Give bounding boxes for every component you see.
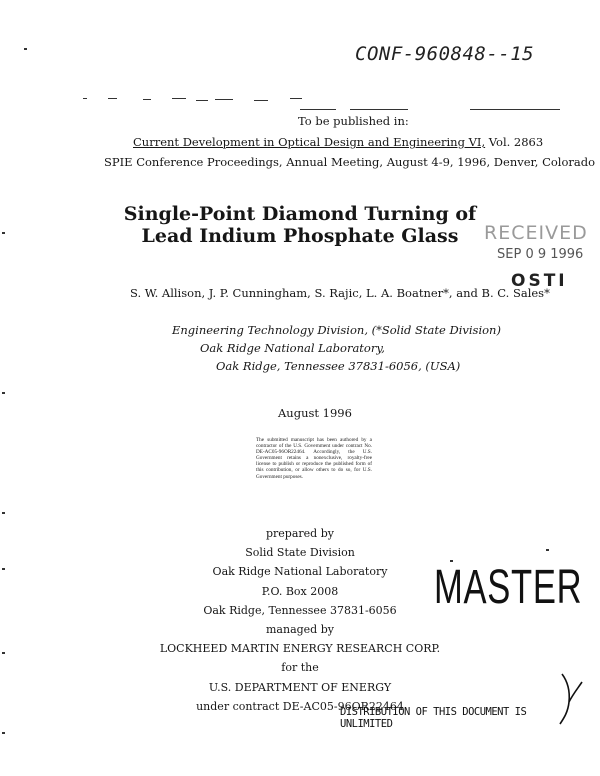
- affiliation-line-1: Engineering Technology Division, (*Solid State Division): [172, 323, 501, 337]
- to-be-published-label: To be published in:: [298, 114, 409, 128]
- prepared-by-label: prepared by: [266, 527, 334, 540]
- paper-title-line-1: Single-Point Diamond Turning of: [123, 203, 477, 225]
- corporation-name: LOCKHEED MARTIN ENERGY RESEARCH CORP.: [159, 642, 441, 656]
- publication-volume: Vol. 2863: [488, 135, 544, 149]
- affiliation-line-2: Oak Ridge National Laboratory,: [200, 341, 385, 355]
- affiliation-line-3: Oak Ridge, Tennessee 37831-6056, (USA): [216, 359, 461, 373]
- received-stamp: RECEIVED: [484, 222, 588, 244]
- publication-line: [133, 135, 543, 149]
- publication-title: Current Development in Optical Design and Engineering VI,: [133, 135, 486, 149]
- contract-line: under contract DE-AC05-96OR22464: [196, 699, 404, 713]
- handwritten-document-number: CONF-960848--15: [355, 43, 535, 65]
- department-name: U.S. DEPARTMENT OF ENERGY: [208, 680, 392, 694]
- paper-title-line-2: Lead Indium Phosphate Glass: [141, 225, 459, 247]
- affiliation-block: [172, 321, 501, 375]
- master-stamp: MASTER: [434, 561, 583, 614]
- distribution-statement: DISTRIBUTION OF THIS DOCUMENT IS UNLIMITED: [340, 706, 527, 730]
- osti-stamp: OSTI: [511, 271, 568, 291]
- prepared-line-3: P.O. Box 2008: [261, 584, 339, 598]
- prepared-line-2: Oak Ridge National Laboratory: [212, 565, 388, 579]
- received-date-stamp: SEP 0 9 1996: [497, 247, 584, 262]
- proceedings-line: SPIE Conference Proceedings, Annual Meeting, August 4-9, 1996, Denver, Colorado: [104, 155, 596, 169]
- for-the-label: for the: [281, 661, 319, 675]
- copyright-notice: The submitted manuscript has been authored by a contractor of the U.S. Government under contract No. DE-AC05-96OR22464. Accordingly, the U.S. Government retains a nonexclusive, royalty-free license to publish or reproduce the published form of this contribution, or allow others to do so, for U.S. Government purposes.: [256, 437, 372, 480]
- managed-by-label: managed by: [266, 623, 334, 637]
- publication-date: August 1996: [278, 406, 352, 420]
- prepared-line-4: Oak Ridge, Tennessee 37831-6056: [203, 603, 397, 617]
- authors-line: S. W. Allison, J. P. Cunningham, S. Rajic, L. A. Boatner*, and B. C. Sales*: [130, 286, 550, 300]
- prepared-block: [0, 524, 600, 716]
- prepared-line-1: Solid State Division: [245, 546, 355, 560]
